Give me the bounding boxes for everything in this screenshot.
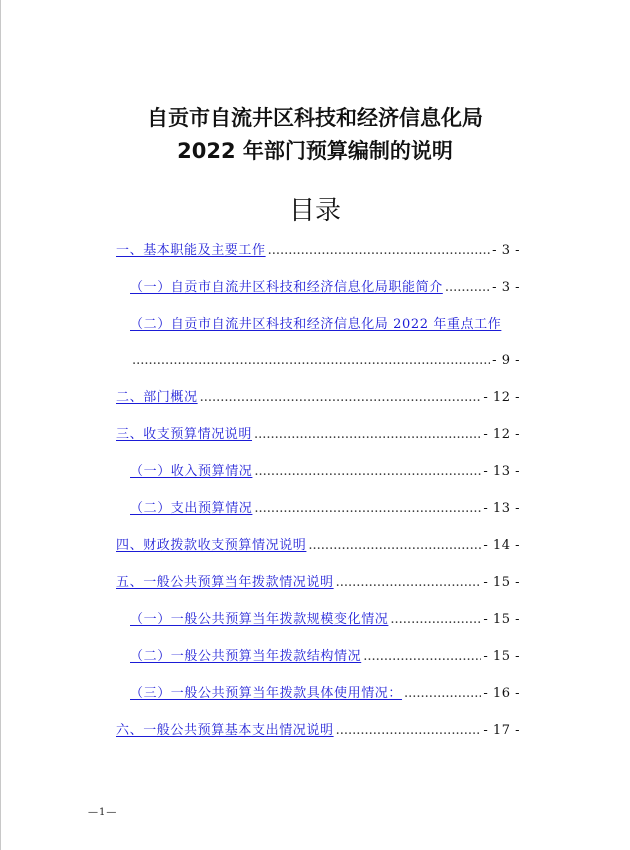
toc-entry-4[interactable] bbox=[116, 536, 520, 556]
toc-entry-page: - 13 - bbox=[483, 464, 520, 479]
toc-entry-3[interactable] bbox=[116, 425, 520, 445]
toc-entry-page: - 9 - bbox=[492, 353, 520, 368]
toc-leader-dots bbox=[336, 573, 482, 593]
toc-leader-dots bbox=[404, 684, 481, 704]
toc-entry-page: - 17 - bbox=[483, 723, 520, 738]
toc-leader-dots bbox=[268, 241, 491, 261]
toc-entry-label[interactable]: 五、一般公共预算当年拨款情况说明 bbox=[116, 575, 334, 590]
toc-entry-2[interactable] bbox=[116, 388, 520, 408]
toc-entry-6[interactable] bbox=[116, 721, 520, 741]
toc-entry-1-2-continuation[interactable] bbox=[130, 351, 520, 371]
toc-entry-5-2[interactable] bbox=[130, 647, 520, 667]
toc-leader-dots bbox=[200, 388, 482, 408]
toc-entry-3-1[interactable] bbox=[130, 462, 520, 482]
toc-entry-label[interactable]: （一）一般公共预算当年拨款规模变化情况 bbox=[130, 612, 389, 627]
toc-entry-page: - 15 - bbox=[483, 612, 520, 627]
document-title-line-2: 2022 年部门预算编制的说明 bbox=[177, 139, 453, 163]
toc-entry-page: - 15 - bbox=[483, 649, 520, 664]
toc-entry-label[interactable]: （一）自贡市自流井区科技和经济信息化局职能简介 bbox=[130, 280, 443, 295]
toc-entry-page: - 13 - bbox=[483, 501, 520, 516]
toc-leader-dots bbox=[254, 462, 481, 482]
toc-leader-dots bbox=[336, 721, 482, 741]
toc-entry-page: - 3 - bbox=[492, 280, 520, 295]
toc-entry-page: - 15 - bbox=[483, 575, 520, 590]
toc-entry-label[interactable]: 三、收支预算情况说明 bbox=[116, 427, 253, 442]
toc-entry-page: - 12 - bbox=[483, 390, 520, 405]
toc-leader-dots bbox=[254, 425, 481, 445]
toc-entry-5-1[interactable] bbox=[130, 610, 520, 630]
toc-entry-1-1[interactable] bbox=[130, 278, 520, 298]
toc-leader-dots bbox=[132, 351, 490, 371]
toc-entry-page: - 14 - bbox=[483, 538, 520, 553]
toc-entry-label[interactable]: （二）自贡市自流井区科技和经济信息化局 2022 年重点工作 bbox=[130, 317, 502, 332]
toc-entry-5[interactable] bbox=[116, 573, 520, 593]
toc-entry-label[interactable]: （二）支出预算情况 bbox=[130, 501, 253, 516]
toc-entry-label[interactable]: 六、一般公共预算基本支出情况说明 bbox=[116, 723, 334, 738]
toc-entry-label[interactable]: 一、基本职能及主要工作 bbox=[116, 243, 266, 258]
toc-entry-label[interactable]: （二）一般公共预算当年拨款结构情况 bbox=[130, 649, 362, 664]
toc-entry-1-2[interactable] bbox=[130, 315, 530, 335]
toc-entry-label[interactable]: 二、部门概况 bbox=[116, 390, 198, 405]
toc-leader-dots bbox=[308, 536, 481, 556]
toc-leader-dots bbox=[363, 647, 481, 667]
document-title-line-1: 自贡市自流井区科技和经济信息化局 bbox=[147, 106, 483, 130]
toc-entry-3-2[interactable] bbox=[130, 499, 520, 519]
toc-leader-dots bbox=[254, 499, 481, 519]
toc-entry-page: - 16 - bbox=[483, 686, 520, 701]
toc-entry-page: - 12 - bbox=[483, 427, 520, 442]
toc-leader-dots bbox=[390, 610, 481, 630]
toc-leader-dots bbox=[445, 278, 490, 298]
toc-entry-label[interactable]: 四、财政拨款收支预算情况说明 bbox=[116, 538, 307, 553]
toc-entry-5-3[interactable] bbox=[130, 684, 520, 704]
toc-heading: 目录 bbox=[288, 196, 341, 226]
toc-entry-label[interactable]: （一）收入预算情况 bbox=[130, 464, 253, 479]
footer-page-number: —1— bbox=[88, 807, 118, 818]
toc-entry-label[interactable]: （三）一般公共预算当年拨款具体使用情况： bbox=[130, 686, 403, 701]
toc-entry-page: - 3 - bbox=[492, 243, 520, 258]
toc-entry-1[interactable] bbox=[116, 241, 520, 261]
